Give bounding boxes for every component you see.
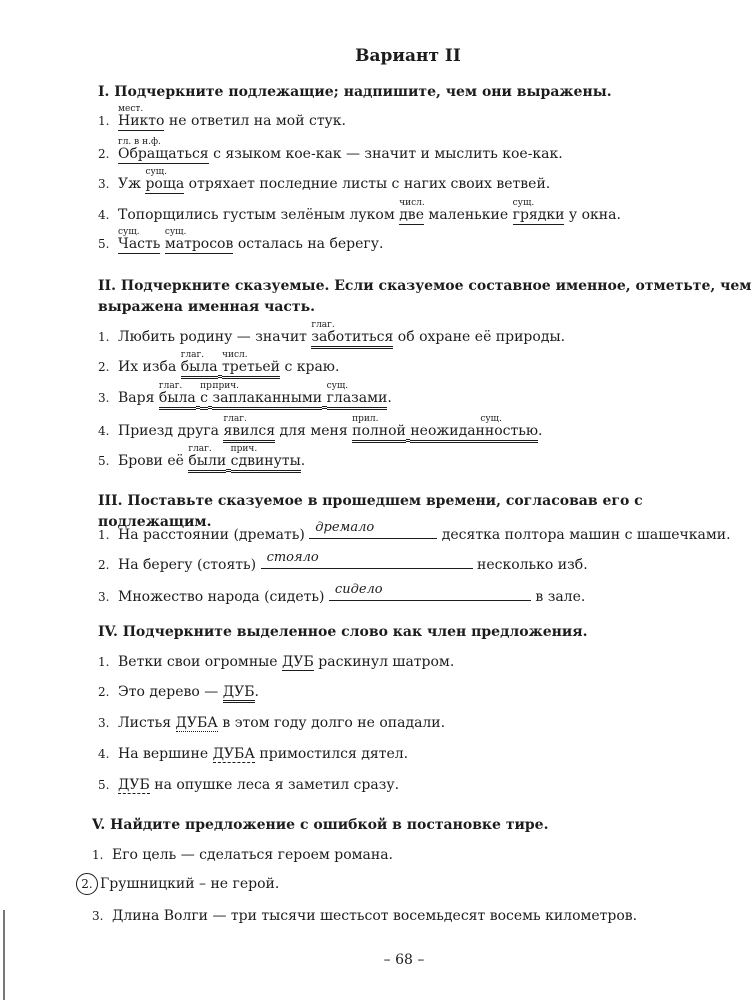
annotation: прич. xyxy=(212,381,240,391)
item-number: 2. xyxy=(98,558,110,572)
highlighted-word: ДУБ xyxy=(118,777,150,793)
item-number: 3. xyxy=(98,716,110,730)
answer-blank xyxy=(261,550,473,569)
item-number: 5. xyxy=(98,237,110,251)
highlighted-word: ДУБ xyxy=(282,654,314,670)
sentence-rest: в этом году долго не опадали. xyxy=(217,715,446,731)
selected-answer-circle: 2. xyxy=(76,873,98,895)
s4-item-3 xyxy=(98,714,445,732)
item-number: 1. xyxy=(92,848,104,862)
sentence-text: Его цель — сделаться героем романа. xyxy=(112,847,394,863)
sentence-start: Это дерево — xyxy=(118,684,223,700)
sentence-start: На расстоянии (дремать) xyxy=(118,527,310,543)
sentence-rest: . xyxy=(300,453,306,469)
item-number: 4. xyxy=(98,208,110,222)
sentence-start: Любить родину — значит xyxy=(118,329,312,345)
s1-item-3 xyxy=(98,167,551,194)
sentence-start: Варя xyxy=(118,390,159,406)
section-2-heading-line-2: выражена именная часть. xyxy=(98,299,315,315)
s2-item-3 xyxy=(98,381,392,410)
s2-item-5 xyxy=(98,444,306,473)
sentence-rest: раскинул шатром. xyxy=(313,654,455,670)
sentence-rest: в зале. xyxy=(530,589,586,605)
highlighted-word: ДУБ xyxy=(223,684,255,703)
s3-item-2 xyxy=(98,550,588,574)
annotation: сущ. xyxy=(512,198,535,208)
sentence-mid: маленькие xyxy=(423,207,513,223)
annotation: сущ. xyxy=(326,381,349,391)
sentence-start: Брови её xyxy=(118,453,189,469)
s3-item-3 xyxy=(98,582,586,606)
section-4-heading: IV. Подчеркните выделенное слово как член предложения. xyxy=(98,624,588,640)
s5-item-2 xyxy=(76,873,279,895)
annotation: сущ. xyxy=(145,167,168,177)
section-2-heading-line-1: II. Подчеркните сказуемые. Если сказуемое составное именное, отметьте, чем xyxy=(98,278,752,294)
item-number: 1. xyxy=(98,114,110,128)
s5-item-3 xyxy=(92,907,637,925)
sentence-start: Приезд друга xyxy=(118,423,224,439)
predicate-word: глаг. была xyxy=(181,358,218,379)
item-number: 3. xyxy=(98,177,110,191)
annotation: глаг. xyxy=(158,381,183,391)
annotation: прил. xyxy=(352,414,379,424)
subject-word: сущ. Часть xyxy=(118,235,160,254)
sentence-rest: с языком кое-как — значит и мыслить кое-как. xyxy=(208,146,563,162)
sentence-rest: на опушке леса я заметил сразу. xyxy=(149,777,400,793)
sentence-start: Листья xyxy=(118,715,176,731)
s2-item-4 xyxy=(98,414,543,443)
predicate-word: глаг. заботиться xyxy=(311,328,393,349)
sentence-rest: отряхает последние листы с нагих своих ветвей. xyxy=(184,176,551,192)
sentence-start: Их изба xyxy=(118,359,181,375)
predicate-word: пр. с xyxy=(200,389,208,410)
answer-blank xyxy=(309,520,437,539)
predicate-word: сущ. неожиданностью xyxy=(410,422,538,443)
s5-item-1 xyxy=(92,846,393,864)
sentence-start: Множество народа (сидеть) xyxy=(118,589,329,605)
predicate-word: прич. заплаканными xyxy=(212,389,322,410)
item-number: 5. xyxy=(98,454,110,468)
annotation: прич. xyxy=(230,444,258,454)
annotation: глаг. xyxy=(180,350,205,360)
item-number: 3. xyxy=(98,391,110,405)
page-title: Вариант II xyxy=(355,46,461,66)
scan-edge-mark xyxy=(3,910,5,1000)
sentence-rest: с краю. xyxy=(280,359,340,375)
annotation: мест. xyxy=(118,104,144,114)
annotation: гл. в н.ф. xyxy=(118,137,161,147)
annotation: глаг. xyxy=(188,444,212,454)
annotation: числ. xyxy=(222,350,248,360)
item-number: 5. xyxy=(98,778,110,792)
annotation: глаг. xyxy=(223,414,247,424)
item-number: 2. xyxy=(98,360,110,374)
item-number: 4. xyxy=(98,747,110,761)
predicate-word: прил. полной xyxy=(352,422,406,443)
annotation: пр. xyxy=(200,381,215,391)
s1-item-5 xyxy=(98,227,384,254)
subject-word: гл. в н.ф. Обращаться xyxy=(118,145,209,164)
item-number: 1. xyxy=(98,655,110,669)
sentence-start: На берегу (стоять) xyxy=(118,557,261,573)
answer-text: дремало xyxy=(315,520,375,535)
s3-item-1 xyxy=(98,520,731,544)
sentence-text: Длина Волги — три тысячи шестьсот восемьдесят восемь километров. xyxy=(112,908,638,924)
annotation: сущ. xyxy=(480,414,502,424)
predicate-word: глаг. были xyxy=(188,452,226,473)
sentence-rest: . xyxy=(387,390,392,406)
sentence-rest: несколько изб. xyxy=(472,557,588,573)
predicate-word: числ. третьей xyxy=(222,358,280,379)
predicate-word: глаг. явился xyxy=(223,422,275,443)
s4-item-5 xyxy=(98,776,399,794)
sentence-rest: об охране её природы. xyxy=(393,329,566,345)
section-1-heading: I. Подчеркните подлежащие; надпишите, чем они выражены. xyxy=(98,84,612,100)
sentence-rest: примостился дятел. xyxy=(254,746,409,762)
sentence-mid: для меня xyxy=(275,423,353,439)
subject-word: мест. Никто xyxy=(118,112,164,131)
s1-item-1 xyxy=(98,104,346,131)
predicate-word: сущ. глазами xyxy=(327,389,388,410)
s4-item-1 xyxy=(98,653,454,671)
s2-item-2 xyxy=(98,350,340,379)
sentence-rest: не ответил на мой стук. xyxy=(164,113,346,129)
section-3-heading: III. Поставьте сказуемое в прошедшем времени, согласовав его с подлежащим. xyxy=(98,493,643,530)
highlighted-word: ДУБА xyxy=(212,746,255,762)
annotation: сущ. xyxy=(118,227,140,237)
s4-item-2 xyxy=(98,683,259,701)
sentence-rest: у окна. xyxy=(564,207,621,223)
sentence-rest: десятка полтора машин с шашечками. xyxy=(437,527,731,543)
item-number: 3. xyxy=(98,590,110,604)
subject-word: сущ. грядки xyxy=(513,206,565,225)
section-5-heading: V. Найдите предложение с ошибкой в постановке тире. xyxy=(92,817,549,833)
predicate-word: прич. сдвинуты xyxy=(231,452,301,473)
sentence-rest: . xyxy=(538,423,543,439)
sentence-rest: . xyxy=(254,684,259,700)
highlighted-word: ДУБА xyxy=(175,715,218,731)
annotation: числ. xyxy=(399,198,425,208)
item-number: 4. xyxy=(98,424,110,438)
item-number: 1. xyxy=(98,528,110,542)
subject-word: сущ. роща xyxy=(145,175,184,194)
page-number: – 68 – xyxy=(383,952,425,968)
sentence-start: На вершине xyxy=(118,746,213,762)
s2-item-1 xyxy=(98,320,566,349)
sentence-start: Ветки свои огромные xyxy=(118,654,283,670)
s1-item-2 xyxy=(98,137,563,164)
item-number: 3. xyxy=(92,909,104,923)
item-number: 1. xyxy=(98,330,110,344)
subject-word: числ. две xyxy=(399,206,424,225)
subject-word: сущ. матросов xyxy=(165,235,234,254)
item-number: 2. xyxy=(98,685,110,699)
answer-text: стояло xyxy=(266,550,319,565)
sentence-start: Уж xyxy=(118,176,146,192)
sentence-rest: осталась на берегу. xyxy=(233,236,384,252)
item-number: 2. xyxy=(98,147,110,161)
answer-text: сидело xyxy=(334,582,383,597)
annotation: глаг. xyxy=(311,320,335,330)
annotation: сущ. xyxy=(164,227,187,237)
answer-blank xyxy=(329,582,531,601)
s4-item-4 xyxy=(98,745,408,763)
predicate-word: глаг. была xyxy=(159,389,196,410)
sentence-text: Грушницкий – не герой. xyxy=(100,876,280,892)
sentence-start: Топорщились густым зелёным луком xyxy=(118,207,400,223)
